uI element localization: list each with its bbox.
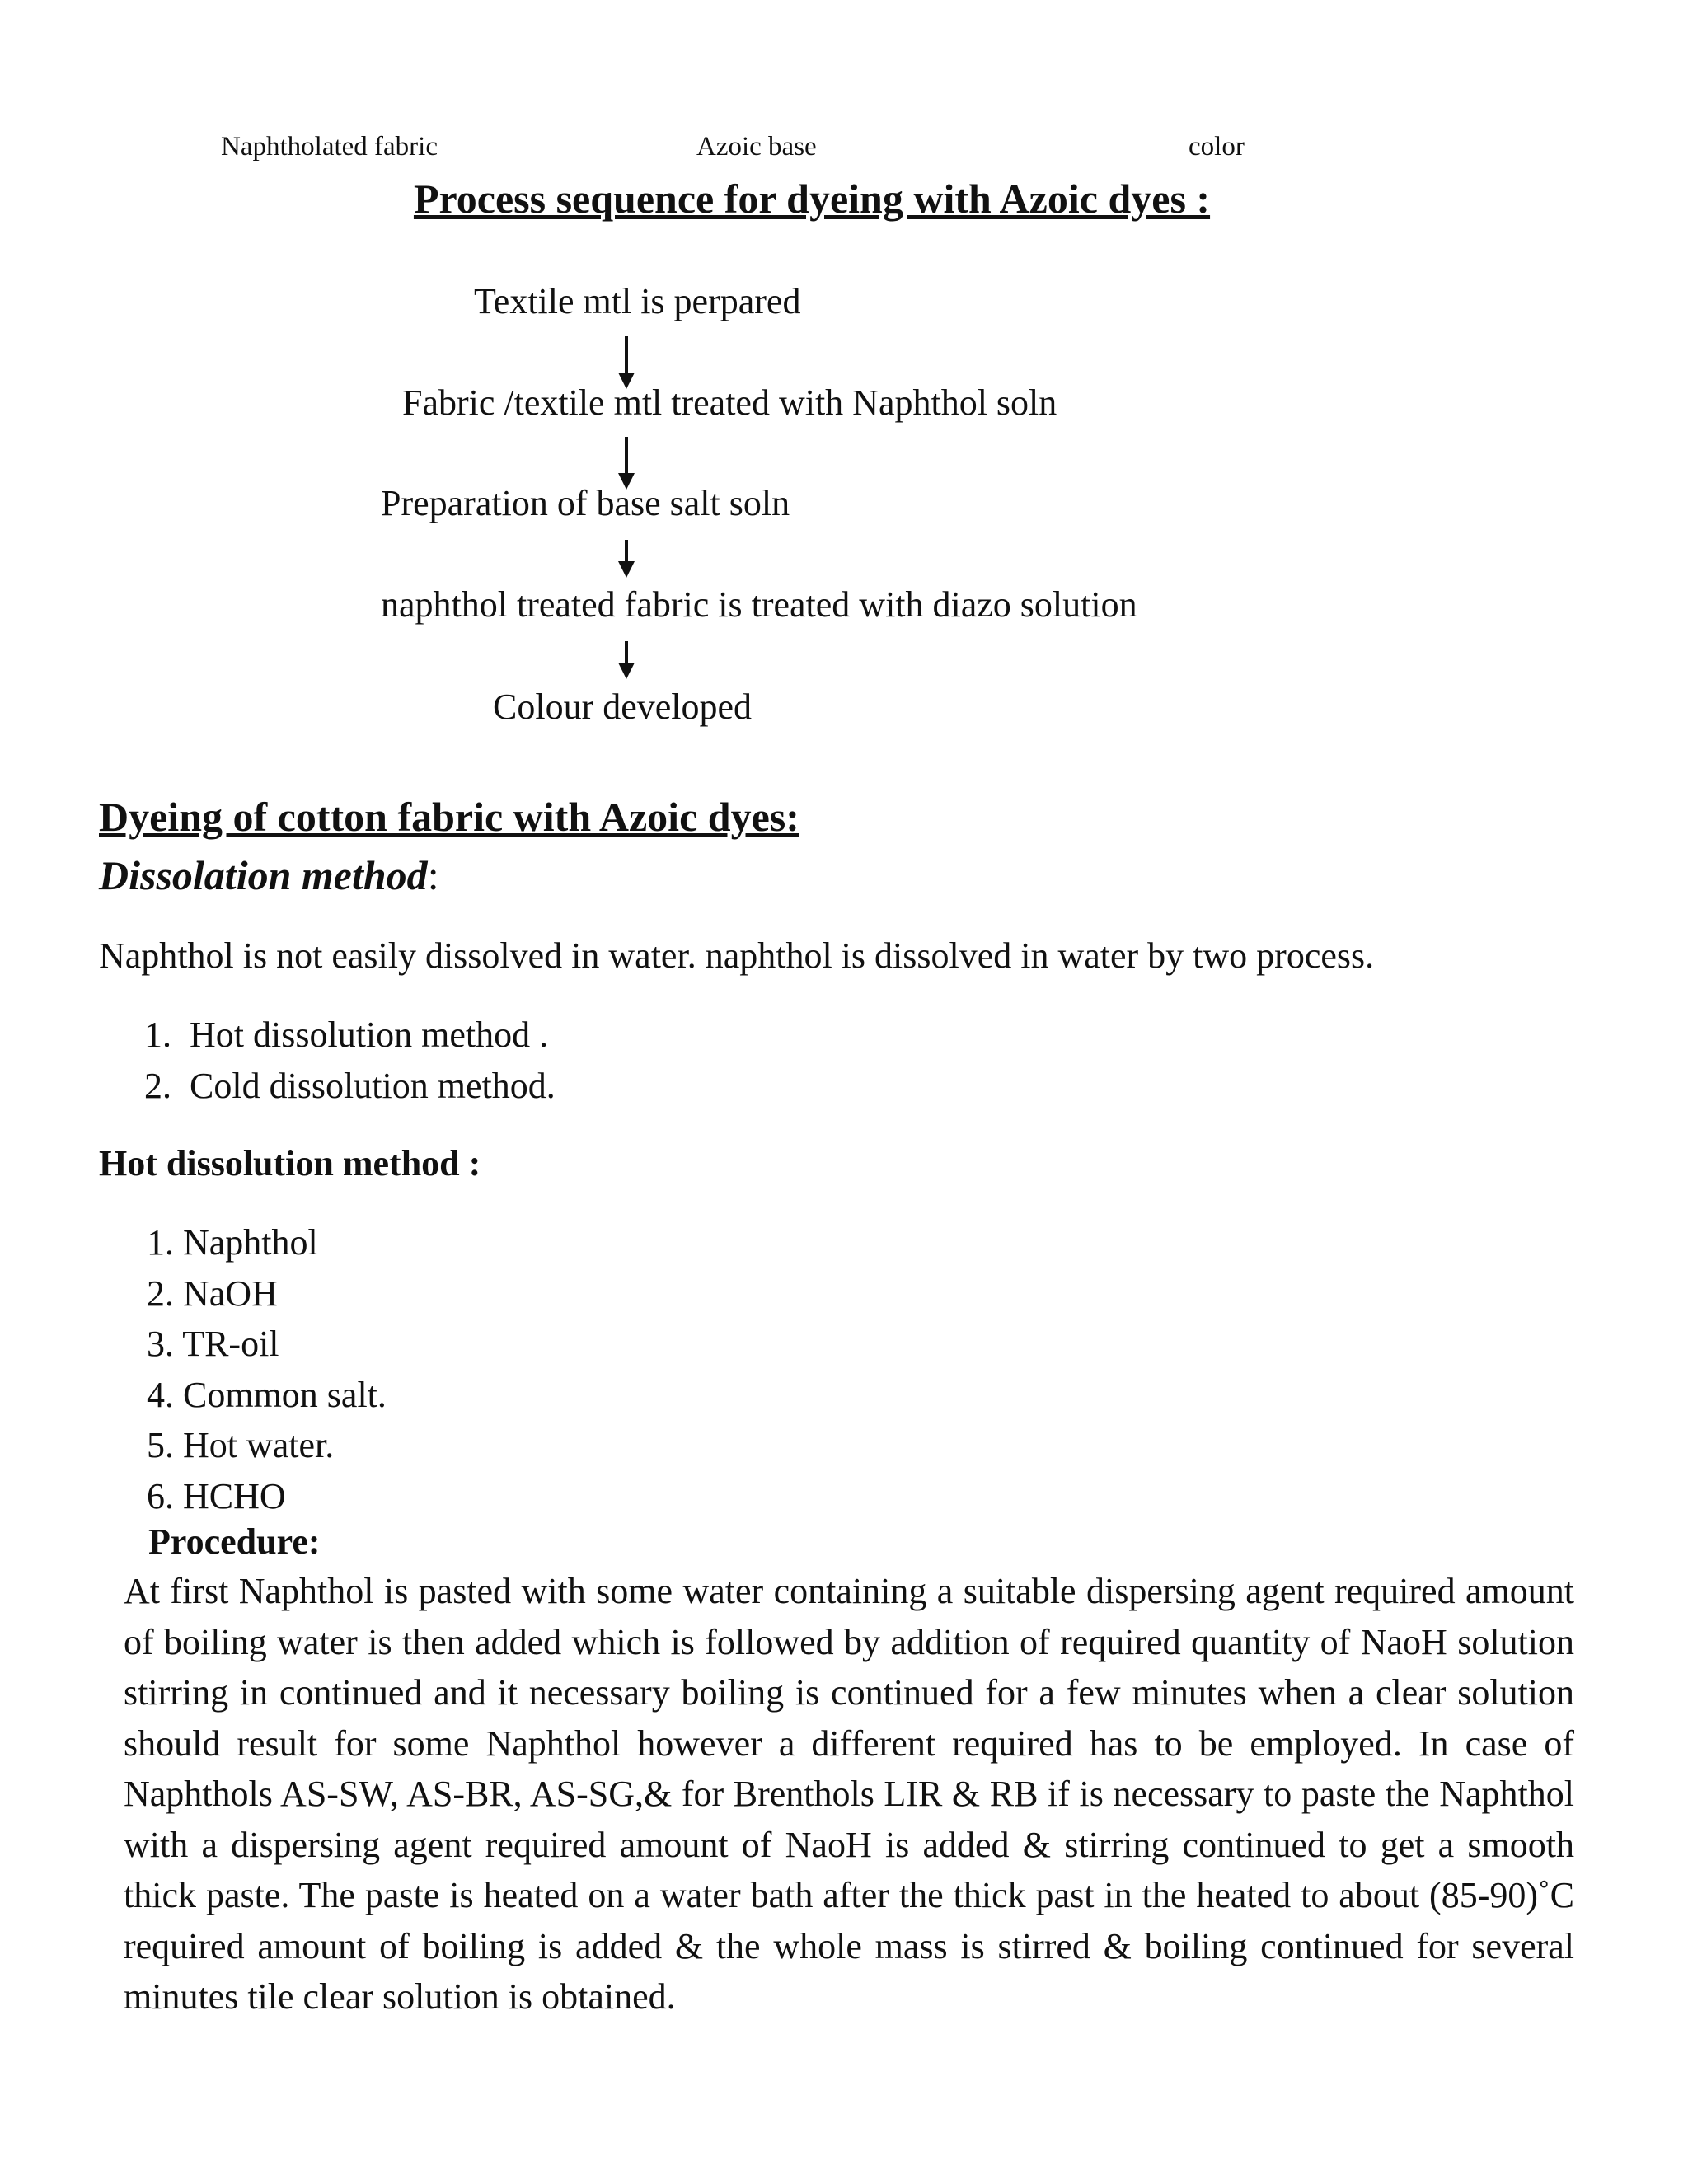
subsection-heading-text: Dissolation method bbox=[99, 852, 428, 898]
list-item: 4. Common salt. bbox=[147, 1374, 387, 1415]
list-item: 5. Hot water. bbox=[147, 1425, 335, 1465]
procedure-heading: Procedure: bbox=[148, 1521, 321, 1562]
page-title: Process sequence for dyeing with Azoic dyes : bbox=[413, 176, 1211, 222]
label-color: color bbox=[1189, 132, 1245, 162]
section-heading: Dyeing of cotton fabric with Azoic dyes: bbox=[99, 794, 799, 840]
list-item-number: 2. bbox=[144, 1066, 171, 1106]
list-item: 6. HCHO bbox=[147, 1475, 286, 1516]
label-naphtholated-fabric: Naphtholated fabric bbox=[221, 132, 438, 162]
intro-paragraph: Naphthol is not easily dissolved in water. naphthol is dissolved in water by two process. bbox=[99, 935, 1375, 976]
flow-step-1: Textile mtl is perpared bbox=[474, 281, 801, 321]
flow-step-2: Fabric /textile mtl treated with Naphthol soln bbox=[402, 382, 1057, 423]
subsection-heading-colon: : bbox=[427, 852, 439, 898]
list-item-number: 1. bbox=[144, 1015, 171, 1055]
list-item: 3. TR-oil bbox=[147, 1324, 279, 1364]
subsection-heading bbox=[99, 851, 439, 899]
list-item: 1. Naphthol bbox=[147, 1222, 318, 1263]
list-item bbox=[144, 1010, 556, 1061]
flow-step-3: Preparation of base salt soln bbox=[381, 483, 790, 523]
flow-step-5: Colour developed bbox=[493, 687, 753, 727]
hot-method-heading: Hot dissolution method : bbox=[99, 1143, 481, 1183]
list-item-text: Hot dissolution method . bbox=[190, 1015, 549, 1055]
ingredients-list bbox=[147, 1217, 387, 1521]
methods-list bbox=[144, 1010, 556, 1112]
procedure-paragraph: At first Naphthol is pasted with some water containing a suitable dispersing agent required amount of boiling water is then added which is followed by addition of required quantity of NaoH solution stirring in continued and it necessary boiling is continued for a few minutes when a clear solution should result for some Naphthol however a different required has to be employed. In case of Naphthols AS-SW, AS-BR, AS-SG,& for Brenthols LIR & RB if is necessary to paste the Naphthol with a dispersing agent required amount of NaoH is added & stirring continued to get a smooth thick paste. The paste is heated on a water bath after the thick past in the heated to about (85-90)˚C required amount of boiling is added & the whole mass is stirred & boiling continued for several minutes tile clear solution is obtained. bbox=[124, 1571, 1574, 2017]
list-item bbox=[144, 1061, 556, 1112]
list-item: 2. NaOH bbox=[147, 1272, 278, 1314]
label-azoic-base: Azoic base bbox=[696, 132, 817, 162]
flow-step-4: naphthol treated fabric is treated with diazo solution bbox=[381, 584, 1137, 625]
list-item-text: Cold dissolution method. bbox=[190, 1066, 556, 1106]
